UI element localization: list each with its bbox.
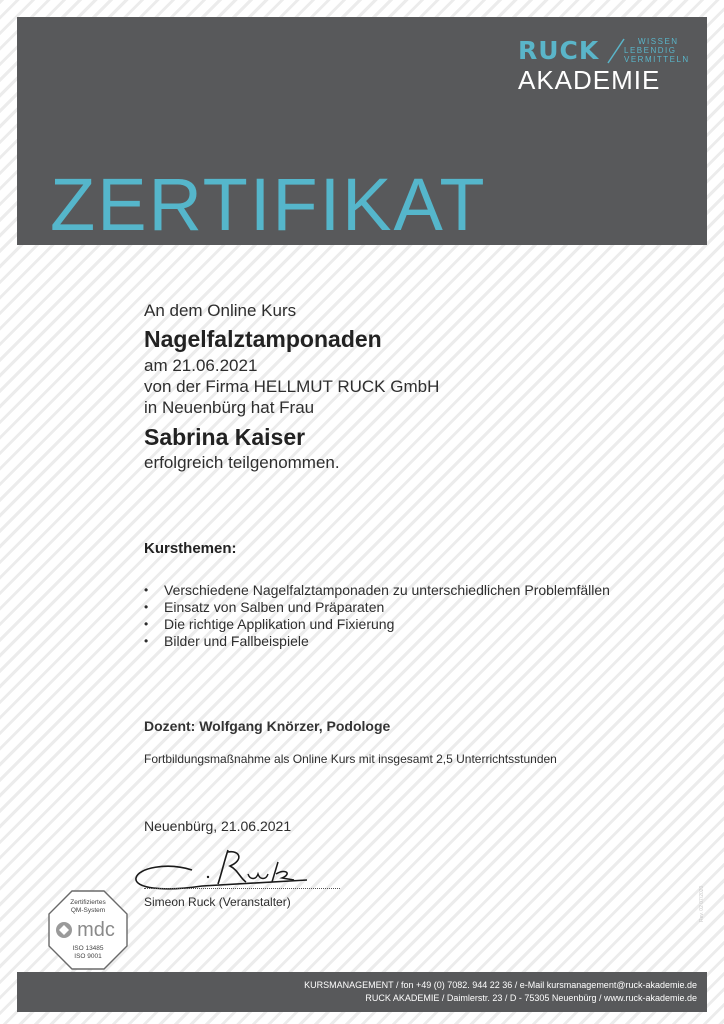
instructor-line: Dozent: Wolfgang Knörzer, Podologe [144, 718, 391, 734]
topics-heading: Kursthemen: [144, 540, 237, 557]
footer-address: RUCK AKADEMIE / Daimlerstr. 23 / D - 75305 Neuenbürg / www.ruck-akademie.de [365, 993, 697, 1003]
seal-brand: mdc [77, 919, 115, 941]
participant-name: Sabrina Kaiser [144, 424, 306, 450]
logo-slash-icon [604, 37, 626, 65]
certificate-header [17, 17, 707, 245]
logo-tagline-3: VERMITTELN [624, 55, 690, 64]
list-item: • Verschiedene Nagelfalztamponaden zu unterschiedlichen Problemfällen [144, 582, 610, 599]
list-item: • Bilder und Fallbeispiele [144, 633, 610, 650]
course-name: Nagelfalztamponaden [144, 326, 382, 352]
intro-text: An dem Online Kurs [144, 301, 297, 320]
company-line: von der Firma HELLMUT RUCK GmbH [144, 377, 440, 396]
location-line: in Neuenbürg hat Frau [144, 398, 315, 417]
logo-brand: RUCK [518, 36, 600, 65]
logo-tagline-1: WISSEN [638, 37, 679, 46]
topics-list [144, 582, 610, 650]
list-item: • Einsatz von Salben und Präparaten [144, 599, 610, 616]
signature-line [144, 888, 340, 889]
logo-tagline-2: LEBENDIG [624, 46, 677, 55]
training-info: Fortbildungsmaßnahme als Online Kurs mit insgesamt 2,5 Unterrichtsstunden [144, 752, 557, 766]
document-revision: Rev. 02 07/2020 [699, 885, 705, 922]
footer-contact: KURSMANAGEMENT / fon +49 (0) 7082. 944 22 36 / e-Mail kursmanagement@ruck-akademie.de [304, 980, 697, 990]
seal-iso-2: ISO 9001 [74, 953, 102, 960]
seal-line-2: QM-System [70, 907, 106, 914]
ruck-akademie-logo [518, 36, 690, 107]
certificate-title: ZERTIFIKAT [50, 163, 487, 246]
place-date: Neuenbürg, 21.06.2021 [144, 818, 292, 834]
course-date: am 21.06.2021 [144, 356, 258, 375]
seal-iso-1: ISO 13485 [72, 945, 104, 952]
signer-name: Simeon Ruck (Veranstalter) [144, 895, 291, 909]
footer-bar [17, 972, 707, 1012]
quality-seal-icon [46, 888, 130, 972]
certificate-body [144, 300, 664, 473]
logo-subbrand: AKADEMIE [518, 65, 661, 95]
list-item: • Die richtige Applikation und Fixierung [144, 616, 610, 633]
signature-image [132, 842, 327, 894]
seal-line-1: Zertifiziertes [70, 899, 106, 906]
completion-text: erfolgreich teilgenommen. [144, 453, 340, 472]
